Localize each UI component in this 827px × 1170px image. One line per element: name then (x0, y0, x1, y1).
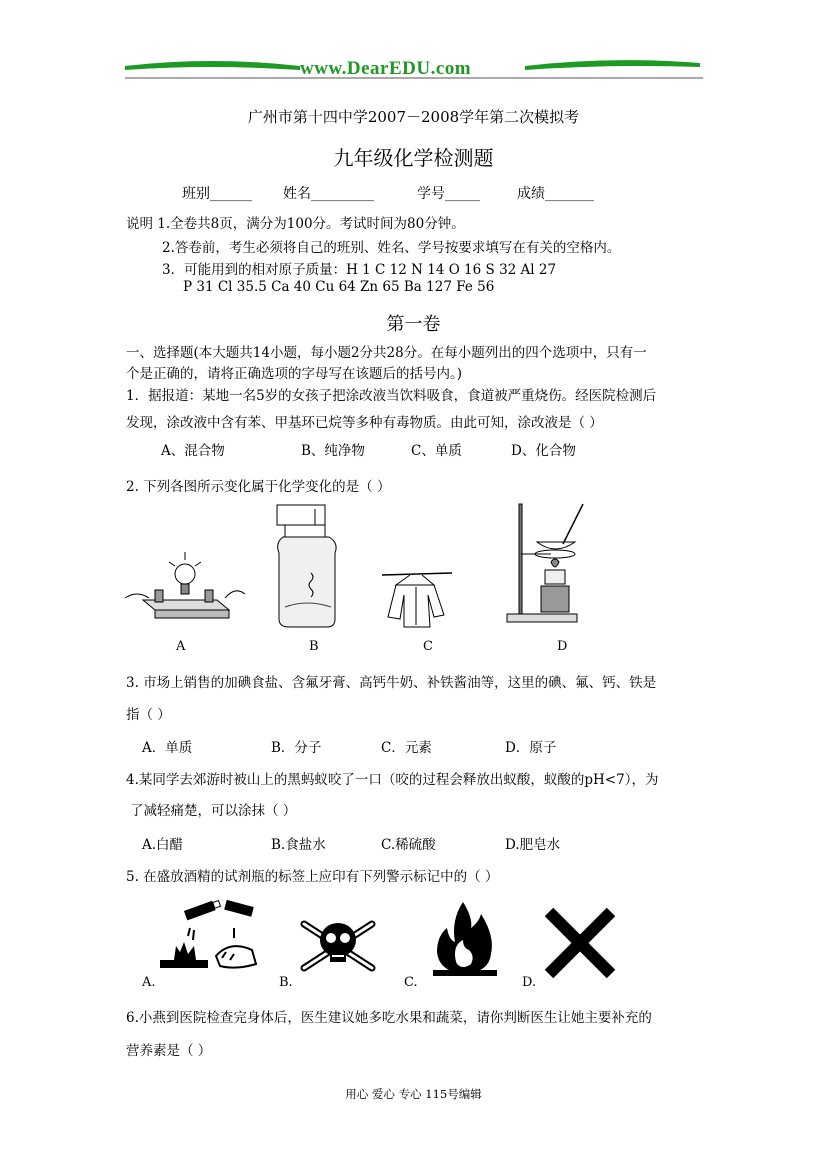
corrosive-sign-icon (160, 900, 260, 980)
score-field[interactable]: 成绩_______ (517, 186, 594, 202)
q1-option-a[interactable]: A、混合物 (161, 443, 225, 459)
number-field[interactable]: 学号_____ (417, 186, 480, 202)
q5-label-c: C. (404, 975, 418, 990)
bulb-circuit-figure (125, 558, 245, 628)
part1-line2: 个是正确的，请将正确选项的字母写在该题后的括号内。) (126, 366, 463, 382)
q5-label-d: D. (522, 975, 537, 990)
q3-option-c[interactable]: C．元素 (381, 740, 432, 756)
exam-title: 广州市第十四中学2007－2008学年第二次模拟考 (247, 108, 580, 126)
gas-jar-figure (275, 503, 345, 631)
q2-label-c: C (423, 639, 433, 654)
q2-label-d: D (557, 639, 568, 654)
q4-option-d[interactable]: D.肥皂水 (505, 837, 561, 853)
q2-stem: 2. 下列各图所示变化属于化学变化的是（ ） (126, 479, 391, 495)
q4-option-a[interactable]: A.白醋 (142, 837, 184, 853)
q1-line2: 发现，涂改液中含有苯、甲基环已烷等多种有毒物质。由此可知，涂改液是（ ） (126, 415, 603, 431)
exam-subtitle: 九年级化学检测题 (333, 146, 494, 170)
class-field[interactable]: 班别______ (182, 186, 252, 202)
part1-line1: 一、选择题(本大题共14小题，每小题2分共28分。在每小题列出的四个选项中，只有一 (126, 345, 647, 361)
q4-option-c[interactable]: C.稀硫酸 (381, 837, 436, 853)
q3-line2: 指（ ） (126, 707, 171, 723)
q2-label-b: B (309, 639, 319, 654)
q6-line1: 6.小燕到医院检查完身体后，医生建议她多吃水果和蔬菜，请你判断医生让她主要补充的 (126, 1010, 652, 1026)
q3-option-a[interactable]: A．单质 (142, 740, 193, 756)
clothes-drying-figure (382, 565, 452, 630)
q4-option-b[interactable]: B.食盐水 (271, 837, 326, 853)
q1-option-b[interactable]: B、纯净物 (301, 443, 365, 459)
flammable-sign-icon (433, 898, 497, 978)
site-logo: www.DearEDU.com (300, 58, 472, 79)
q1-option-c[interactable]: C、单质 (411, 443, 462, 459)
name-field[interactable]: 姓名_________ (283, 186, 374, 202)
instruction-4: P 31 Cl 35.5 Ca 40 Cu 64 Zn 65 Ba 127 Fe 56 (183, 279, 495, 295)
q3-option-b[interactable]: B．分子 (271, 740, 322, 756)
harmful-x-sign-icon (543, 906, 617, 980)
q1-line1: 1．据报道：某地一名5岁的女孩子把涂改液当饮料吸食，食道被严重烧伤。经医院检测后 (126, 388, 657, 404)
q3-option-d[interactable]: D．原子 (505, 740, 557, 756)
page-footer: 用心 爱心 专心 115号编辑 (345, 1087, 482, 1101)
q6-line2: 营养素是（ ） (126, 1043, 212, 1059)
q5-stem: 5. 在盛放酒精的试剂瓶的标签上应印有下列警示标记中的（ ） (126, 869, 499, 885)
evaporation-apparatus-figure (505, 500, 585, 628)
q2-label-a: A (176, 639, 186, 654)
instruction-1: 说明 1.全卷共8页，满分为100分。考试时间为80分钟。 (126, 216, 465, 232)
q5-label-b: B. (279, 975, 293, 990)
q4-line1: 4.某同学去郊游时被山上的黑蚂蚁咬了一口（咬的过程会释放出蚁酸，蚁酸的pH<7），为 (126, 772, 659, 788)
section-title: 第一卷 (386, 314, 441, 335)
q4-line2: 了减轻痛楚，可以涂抹（ ） (130, 803, 297, 819)
instruction-2: 2.答卷前，考生必须将自己的班别、姓名、学号按要求填写在有关的空格内。 (162, 240, 621, 256)
instruction-3: 3．可能用到的相对原子质量：H 1 C 12 N 14 O 16 S 32 Al 27 (162, 262, 557, 278)
q1-option-d[interactable]: D、化合物 (511, 443, 576, 459)
q3-line1: 3. 市场上销售的加碘食盐、含氟牙膏、高钙牛奶、补铁酱油等，这里的碘、氟、钙、铁是 (126, 675, 657, 691)
toxic-sign-icon (296, 910, 380, 980)
q5-label-a: A. (142, 975, 156, 990)
